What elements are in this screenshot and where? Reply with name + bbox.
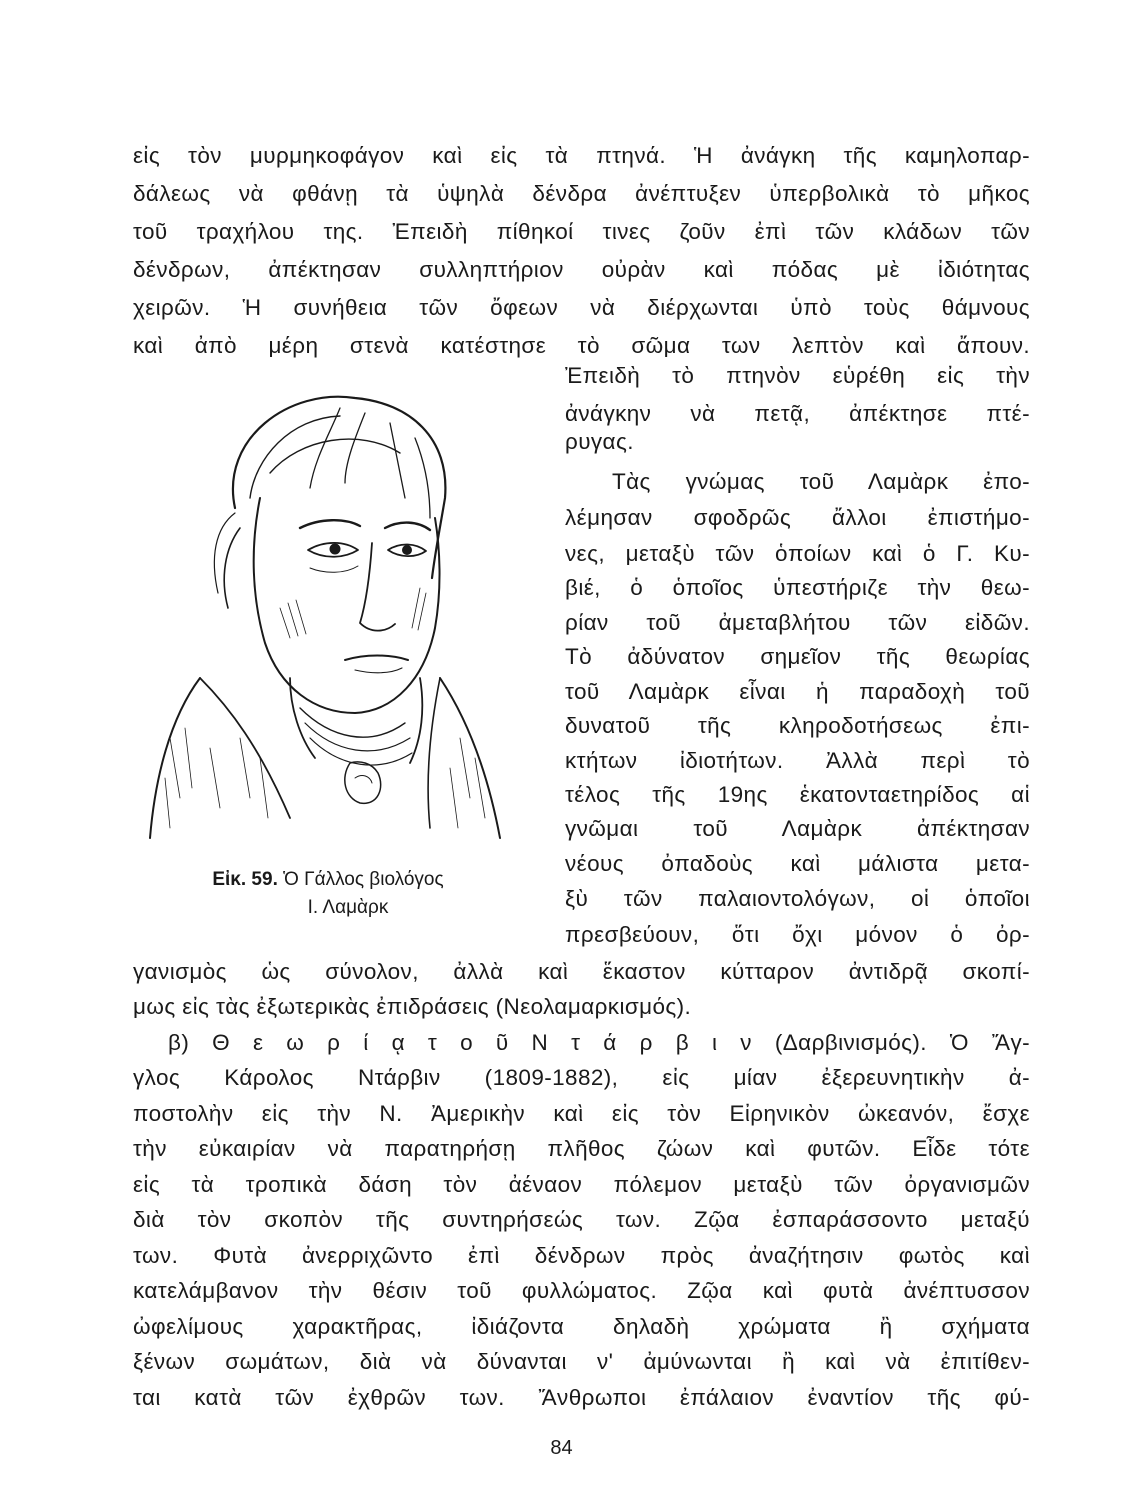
text-line: ξένων σωμάτων, διὰ νὰ δύνανται ν' ἀμύνωνται ἢ καὶ νὰ ἐπιτίθεν- xyxy=(133,1349,1030,1374)
text-line: κτήτων ἰδιοτήτων. Ἀλλὰ περὶ τὸ xyxy=(565,748,1030,773)
text-line: Ἐπειδὴ τὸ πτηνὸν εὑρέθη εἰς τὴν xyxy=(565,363,1030,388)
text-line: τοῦ τραχήλου της. Ἐπειδὴ πίθηκοί τινες ζοῦν ἐπὶ τῶν κλάδων τῶν xyxy=(133,219,1030,244)
caption-line-2: Ι. Λαμὰρκ xyxy=(307,897,389,918)
text-line: τέλος τῆς 19ης ἑκατονταετηρίδος αἱ xyxy=(565,782,1030,807)
text-line: βιέ, ὁ ὁποῖος ὑπεστήριζε τὴν θεω- xyxy=(565,575,1030,600)
text-line: δένδρων, ἀπέκτησαν συλληπτήριον οὐρὰν καὶ πόδας μὲ ἰδιότητας xyxy=(133,257,1030,282)
text-line: πρεσβεύουν, ὅτι ὄχι μόνον ὁ ὀρ- xyxy=(565,922,1030,947)
lamarck-portrait-illustration xyxy=(140,378,515,848)
page-number: 84 xyxy=(550,1437,573,1459)
text-line: νες, μεταξὺ τῶν ὁποίων καὶ ὁ Γ. Κυ- xyxy=(565,541,1030,566)
text-line: δυνατοῦ τῆς κληροδοτήσεως ἐπι- xyxy=(565,713,1030,738)
text-line: ἀνάγκην νὰ πετᾷ, ἀπέκτησε πτέ- xyxy=(565,401,1030,426)
text-line: τὴν εὐκαιρίαν νὰ παρατηρήσῃ πλῆθος ζώων καὶ φυτῶν. Εἶδε τότε xyxy=(133,1136,1030,1161)
text-line: καὶ ἀπὸ μέρη στενὰ κατέστησε τὸ σῶμα των λεπτὸν καὶ ἄπουν. xyxy=(133,333,1030,358)
text-line: γνῶμαι τοῦ Λαμὰρκ ἀπέκτησαν xyxy=(565,816,1030,841)
text-line: ὠφελίμους χαρακτῆρας, ἰδιάζοντα δηλαδὴ χρώματα ἢ σχήματα xyxy=(133,1314,1030,1339)
text-line: των. Φυτὰ ἀνερριχῶντο ἐπὶ δένδρων πρὸς ἀναζήτησιν φωτὸς καὶ xyxy=(133,1243,1030,1268)
text-line: γλος Κάρολος Ντάρβιν (1809-1882), εἰς μίαν ἐξερευνητικὴν ἀ- xyxy=(133,1065,1030,1090)
text-line: εἰς τὸν μυρμηκοφάγον καὶ εἰς τὰ πτηνά. Ἡ ἀνάγκη τῆς καμηλοπαρ- xyxy=(133,143,1030,168)
text-line: ποστολὴν εἰς τὴν Ν. Ἀμερικὴν καὶ εἰς τὸν Εἰρηνικὸν ὠκεανόν, ἔσχε xyxy=(133,1101,1030,1126)
text-line: β) Θ ε ω ρ ί ᾳ τ ο ῦ Ν τ ά ρ β ι ν (Δαρβινισμός). Ὁ Ἄγ- xyxy=(168,1030,1030,1055)
caption-line-1 xyxy=(158,866,498,894)
text-line: χειρῶν. Ἡ συνήθεια τῶν ὄφεων νὰ διέρχωνται ὑπὸ τοὺς θάμνους xyxy=(133,295,1030,320)
text-line: Τὸ ἀδύνατον σημεῖον τῆς θεωρίας xyxy=(565,644,1030,669)
caption-label: Εἰκ. 59. xyxy=(212,869,278,890)
text-line: δάλεως νὰ φθάνῃ τὰ ὑψηλὰ δένδρα ἀνέπτυξεν ὑπερβολικὰ τὸ μῆκος xyxy=(133,181,1030,206)
text-line: λέμησαν σφοδρῶς ἄλλοι ἐπιστήμο- xyxy=(565,505,1030,530)
text-line: διὰ τὸν σκοπὸν τῆς συντηρήσεώς των. Ζῷα ἐσπαράσσοντο μεταξύ xyxy=(133,1207,1030,1232)
text-line: ρυγας. xyxy=(565,429,634,454)
text-line: ξὺ τῶν παλαιοντολόγων, οἱ ὁποῖοι xyxy=(565,886,1030,911)
text-line: μως εἰς τὰς ἐξωτερικὰς ἐπιδράσεις (Νεολαμαρκισμός). xyxy=(133,994,692,1019)
figure-caption xyxy=(158,866,498,922)
text-line: ρίαν τοῦ ἀμεταβλήτου τῶν εἰδῶν. xyxy=(565,610,1030,635)
text-line: κατελάμβανον τὴν θέσιν τοῦ φυλλώματος. Ζῷα καὶ φυτὰ ἀνέπτυσσον xyxy=(133,1278,1030,1303)
text-line: Τὰς γνώμας τοῦ Λαμὰρκ ἐπο- xyxy=(612,469,1030,494)
text-line: νέους ὀπαδοὺς καὶ μάλιστα μετα- xyxy=(565,851,1030,876)
text-line: εἰς τὰ τροπικὰ δάση τὸν ἀέναον πόλεμον μεταξὺ τῶν ὀργανισμῶν xyxy=(133,1172,1030,1197)
text-line: γανισμὸς ὡς σύνολον, ἀλλὰ καὶ ἕκαστον κύτταρον ἀντιδρᾷ σκοπί- xyxy=(133,959,1030,984)
text-line: τοῦ Λαμὰρκ εἶναι ἡ παραδοχὴ τοῦ xyxy=(565,679,1030,704)
caption-text: Ὁ Γάλλος βιολόγος xyxy=(283,869,444,890)
text-line: ται κατὰ τῶν ἐχθρῶν των. Ἄνθρωποι ἐπάλαιον ἐναντίον τῆς φύ- xyxy=(133,1385,1030,1410)
